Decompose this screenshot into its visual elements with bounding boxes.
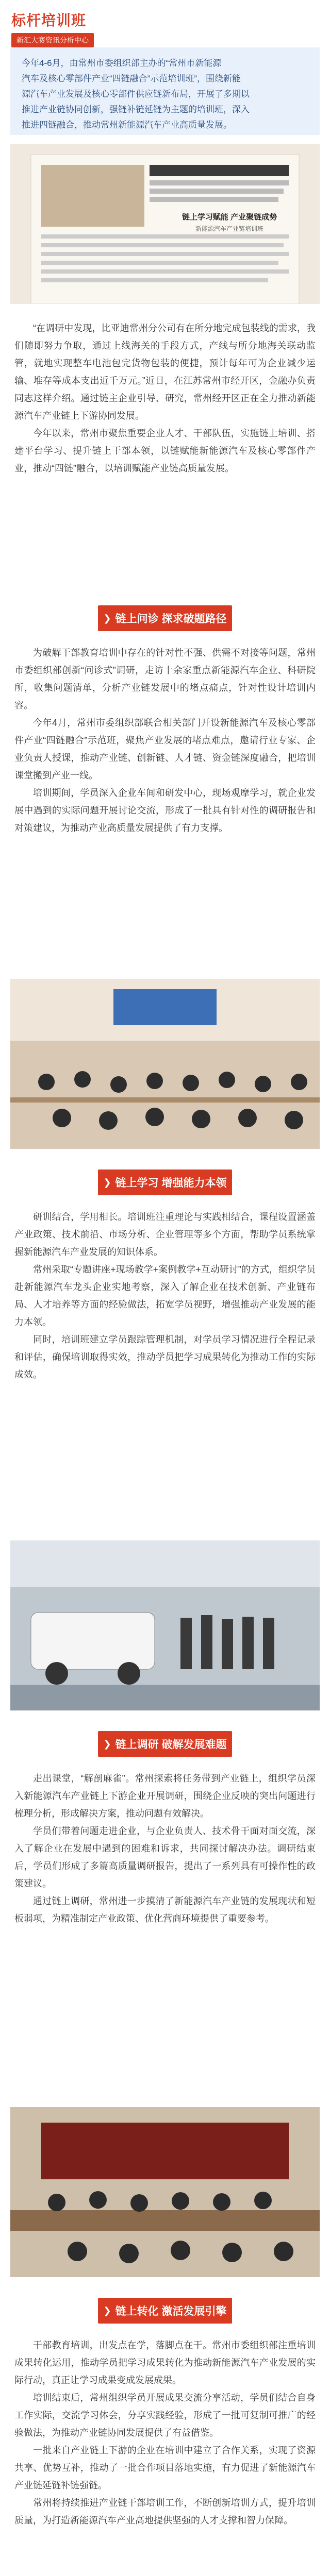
section-banner-label: 链上学习 增强能力本领: [115, 1177, 227, 1189]
chevron-icon: ❯: [103, 1738, 111, 1749]
paragraph: 培训结束后，常州组织学员开展成果交流分享活动，学员们结合自身工作实际，交流学习体会，分享实践经验，形成了一批可复制可推广的经验做法，为推动产业链协同发展提供了有益借鉴。: [14, 2393, 316, 2438]
paragraph: “在调研中发现，比亚迪常州分公司有在所分地完成包装线的需求，我们随即努力争取，通过上线海关的手段方式，产线与所分地海关联动监管，就地实现整车电池包完货物包装的便捷，预计每年可为企业减少运输、堆存等成本支出近千万元。”近日，在江苏常州市经开区，金融办负责同志这样介绍。通过链主企业引导、研究，常州经开区正在全力推动新能源汽车产业链上下游协同发展。: [14, 323, 316, 421]
meeting-illustration: [10, 2107, 320, 2277]
paragraph: 常州将持续推进产业链干部培训工作，不断创新培训方式，提升培训质量，为打造新能源汽车产业高地提供坚强的人才支撑和智力保障。: [14, 2498, 316, 2526]
newspaper-subhead: 新能源汽车产业链培训班: [195, 225, 263, 232]
newspaper-headline: 链上学习赋能 产业聚链成势: [182, 213, 277, 222]
factory-illustration: [10, 1540, 320, 1710]
chevron-icon: ❯: [103, 2305, 111, 2316]
article-header: [11, 9, 319, 44]
article-section: [14, 319, 316, 477]
paragraph: 研训结合，学用相长。培训班注重理论与实践相结合，课程设置涵盖产业政策、技术前沿、市场分析、企业管理等多个方面，帮助学员系统掌握新能源汽车产业发展的知识体系。: [14, 1212, 316, 1257]
paragraph: 今年4月，常州市委组织部联合相关部门开设新能源汽车及核心零部件产业“四链融合”示范班，聚焦产业发展的堵点难点，邀请行业专家、企业负责人授课，推动产业链、创新链、人才链、资金链深度融合，把培训课堂搬到产业一线。: [14, 718, 316, 781]
paragraph: 学员们带着问题走进企业，与企业负责人、技术骨干面对面交流，深入了解企业在发展中遇到的困难和诉求，共同探讨解决办法。调研结束后，学员们形成了多篇高质量调研报告，提出了一系列具有可操作性的政策建议。: [14, 1826, 316, 1889]
classroom-photo: [10, 979, 320, 1149]
chevron-icon: ❯: [103, 613, 111, 623]
section-banner-label: 链上转化 激活发展引擎: [115, 2306, 227, 2317]
classroom-illustration: [10, 979, 320, 1149]
column-badge: 新汇大赛资讯分析中心: [11, 33, 94, 47]
paragraph: 常州采取“专题讲座+现场教学+案例教学+互动研讨”的方式，组织学员赴新能源汽车龙头企业实地考察，深入了解企业在技术创新、产业链布局、人才培养等方面的经验做法，拓宽学员视野，增强推动产业发展的能力本领。: [14, 1264, 316, 1327]
intro-line: 源汽车产业发展及核心零部件供应链新布局，开展了多期以: [22, 89, 250, 99]
section-banner: [98, 1731, 232, 1757]
article-section: [14, 2336, 316, 2529]
paragraph: 培训期间，学员深入企业车间和研发中心，现场观摩学习，就企业发展中遇到的实际问题开展讨论交流，形成了一批具有针对性的调研报告和对策建议，为推动产业高质量发展提供了有力支撑。: [14, 788, 316, 833]
article-section: [14, 1770, 316, 1927]
intro-summary: [10, 47, 320, 135]
intro-line: 今年4-6月，由常州市委组织部主办的“常州市新能源: [22, 58, 222, 68]
paragraph: 为破解干部教育培训中存在的针对性不强、供需不对接等问题，常州市委组织部创新“问诊式”调研，走访十余家重点新能源汽车企业、科研院所，收集问题清单，分析产业链发展中的堵点痛点，针对性设计培训内容。: [14, 648, 316, 710]
paragraph: 走出课堂，“解剖麻雀”。常州探索将任务带到产业链上，组织学员深入新能源汽车产业链上下游企业开展调研，围绕企业反映的突出问题进行梳理分析，形成解决方案，推动问题有效解决。: [14, 1773, 316, 1819]
section-banner-label: 链上问诊 探求破题路径: [115, 613, 227, 625]
column-title: 标杆培训班: [11, 12, 87, 28]
newspaper-photo: [10, 144, 320, 304]
intro-line: 汽车及核心零部件产业“四链融合”示范培训班”，围绕新能: [22, 74, 241, 83]
meeting-photo: [10, 2107, 320, 2277]
paragraph: 同时，培训班建立学员跟踪管理机制，对学员学习情况进行全程记录和评估，确保培训取得实效，推动学员把学习成果转化为推动工作的实际成效。: [14, 1334, 316, 1380]
section-banner: [98, 1170, 232, 1195]
intro-line: 推进四链融合，推动常州新能源汽车产业高质量发展。: [22, 120, 232, 130]
paragraph: 今年以来，常州市聚焦重要企业人才、干部队伍，实施链上培训、搭建平台学习、提升链上干部本领，以链赋能新能源汽车及核心零部件产业，推动“四链”融合，以培训赋能产业链高质量发展。: [14, 428, 316, 473]
paragraph: 一批来自产业链上下游的企业在培训中建立了合作关系，实现了资源共享、优势互补，推动了一批合作项目落地实施，有力促进了新能源汽车产业链延链补链强链。: [14, 2445, 316, 2490]
section-banner-label: 链上调研 破解发展难题: [115, 1739, 227, 1751]
article-section: [14, 644, 316, 837]
factory-photo: [10, 1540, 320, 1710]
paragraph: 通过链上调研，常州进一步摸清了新能源汽车产业链的发展现状和短板弱项，为精准制定产业政策、优化营商环境提供了重要参考。: [14, 1896, 316, 1924]
article-section: [14, 1208, 316, 1383]
intro-line: 推进产业链协同创新，强链补链延链为主题的培训班，深入: [22, 105, 250, 114]
paragraph: 干部教育培训，出发点在学，落脚点在干。常州市委组织部注重培训成果转化运用，推动学员把学习成果转化为推动新能源汽车产业发展的实际行动，真正让学习成果变成发展成果。: [14, 2340, 316, 2385]
section-banner: [98, 2298, 232, 2324]
section-banner: [98, 605, 232, 631]
chevron-icon: ❯: [103, 1177, 111, 1188]
